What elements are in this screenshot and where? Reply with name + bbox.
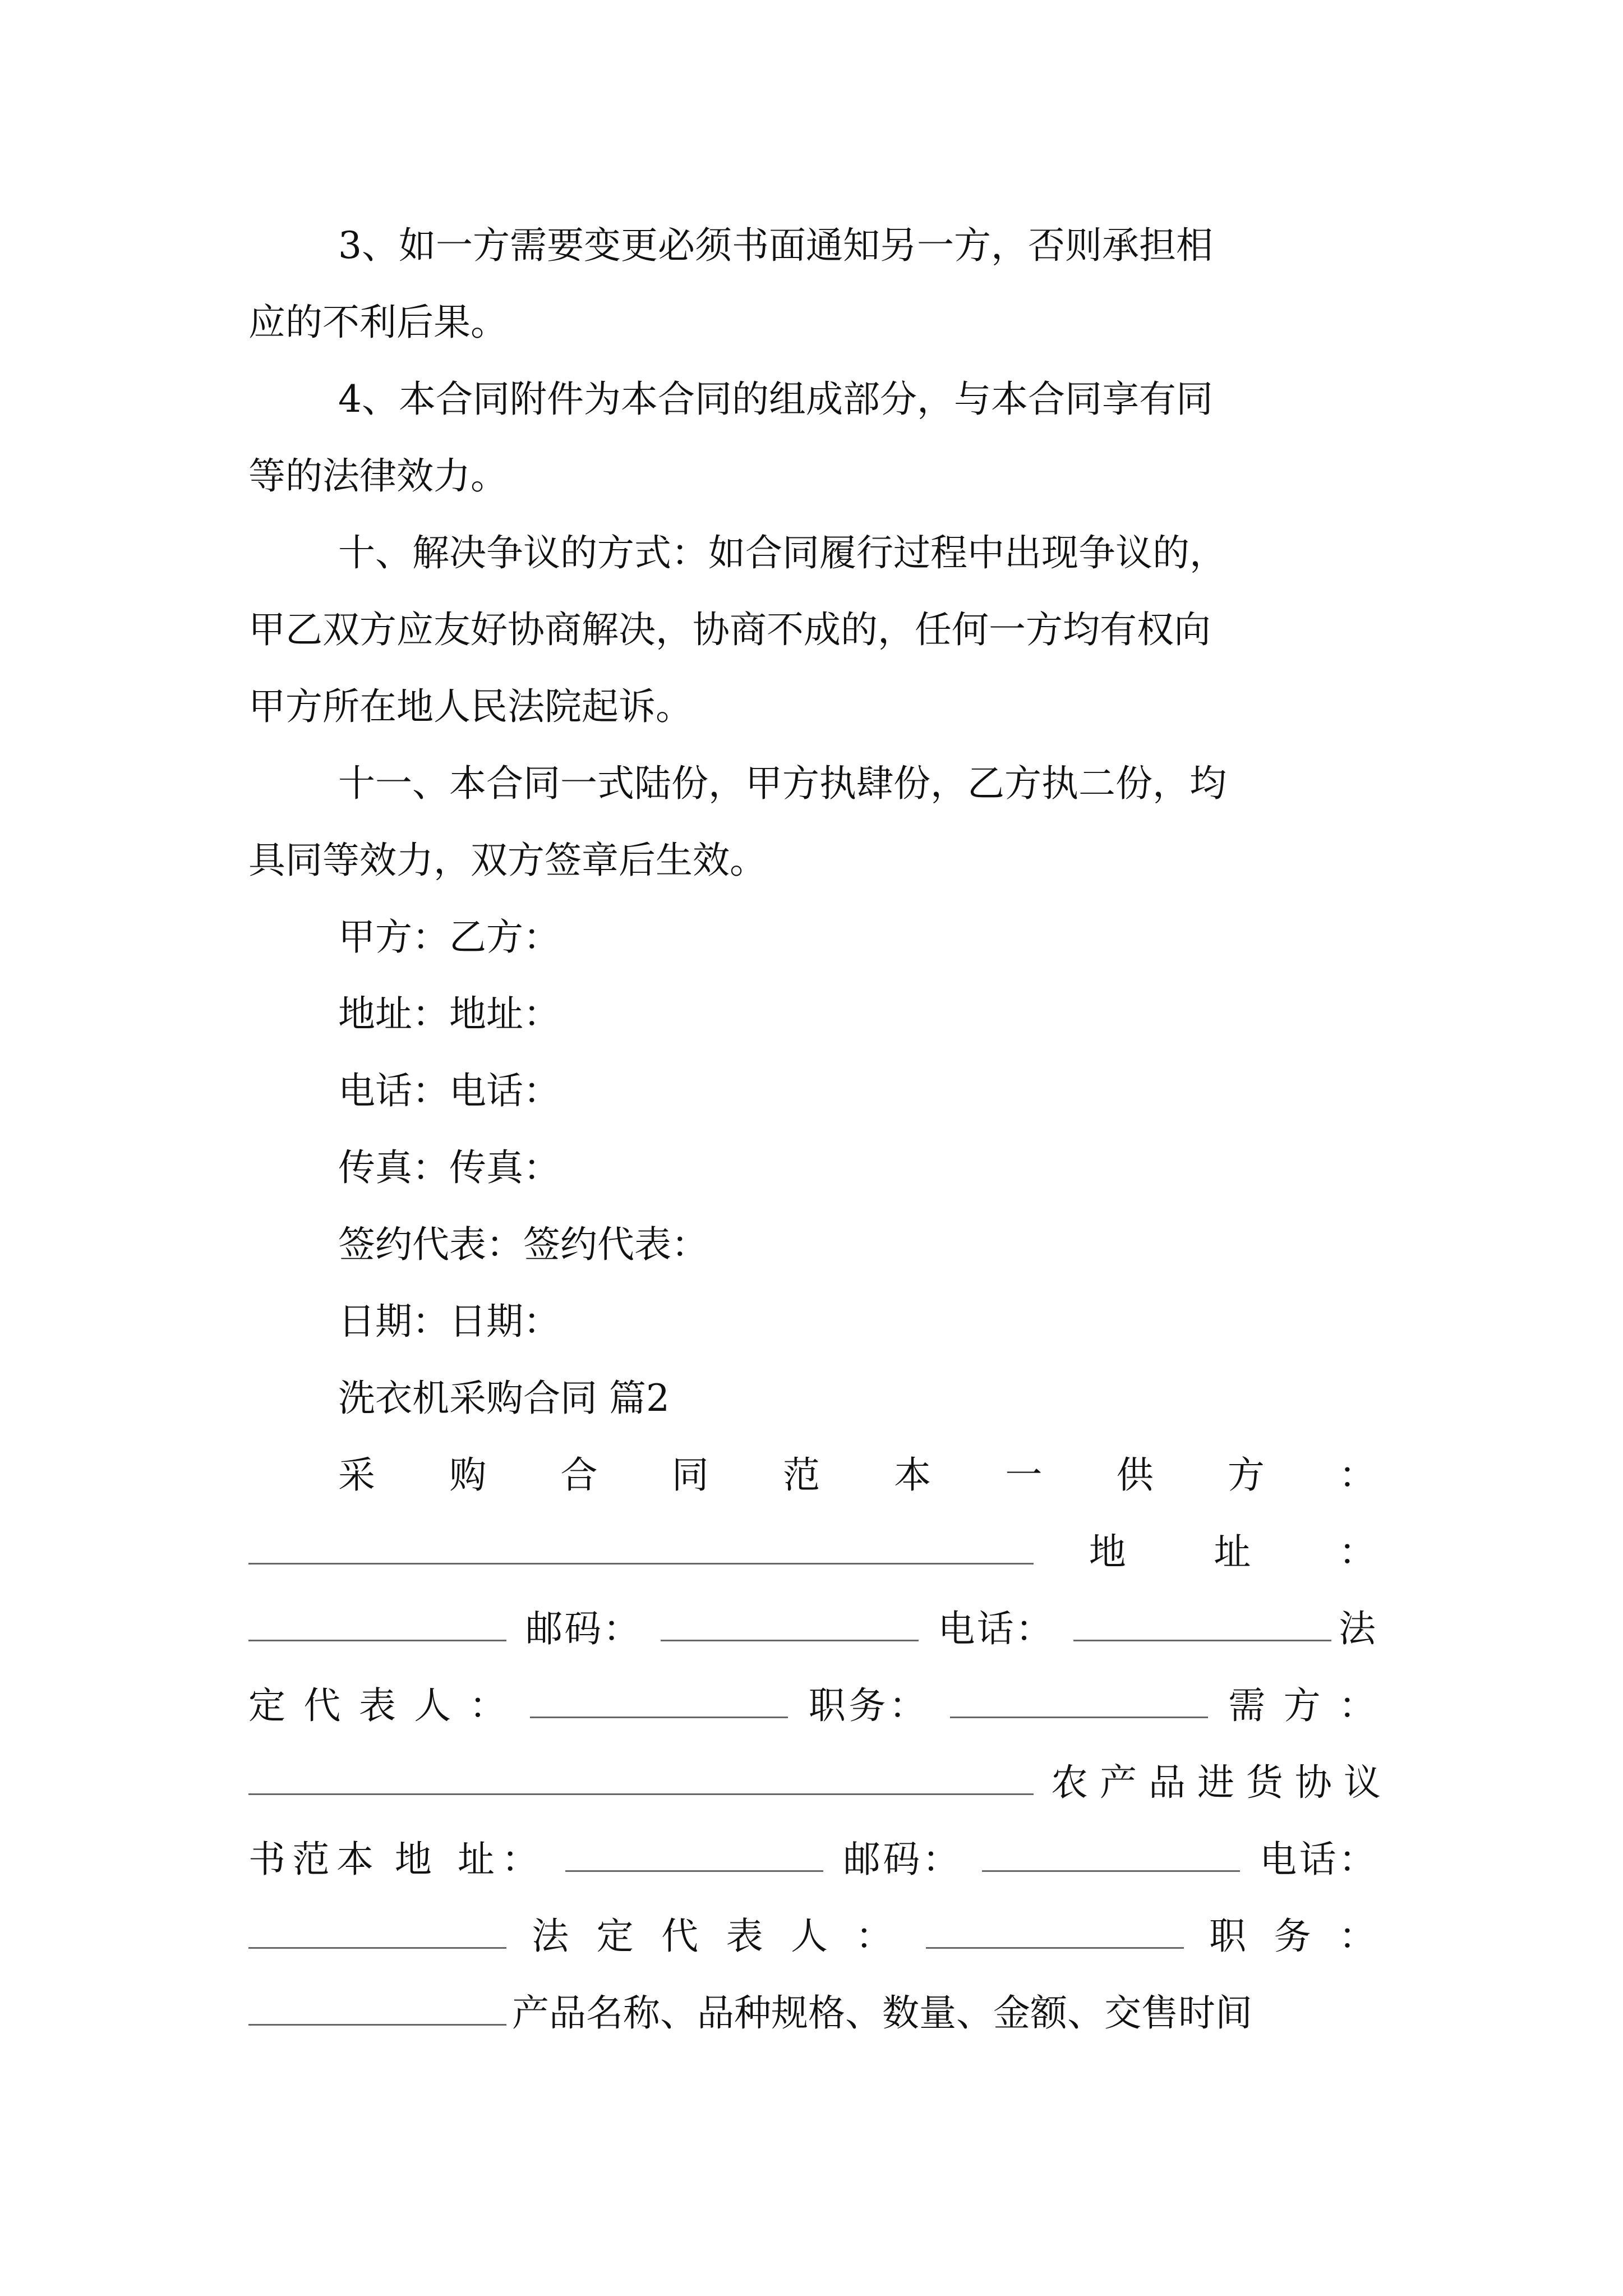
- address-label-char: 地: [1089, 1530, 1164, 1573]
- postcode-label-2: 邮码：: [843, 1838, 962, 1881]
- legal-rep-blank: [530, 1682, 788, 1718]
- position-label: 职务：: [808, 1684, 929, 1727]
- address-blank: [248, 1605, 506, 1641]
- phone-label-2: 电话：: [1260, 1838, 1376, 1881]
- note-char: 产: [1099, 1761, 1137, 1804]
- phone-label: 电话：: [938, 1607, 1054, 1650]
- contract-title-line: [338, 1444, 1376, 1506]
- paragraph-3-line-1: 3、如一方需要变更必须书面通知另一方，否则承担相: [338, 224, 1213, 267]
- paragraph-10-line-1: 十、解决争议的方式：如合同履行过程中出现争议的，: [338, 531, 1227, 574]
- phone-blank-2: [248, 1912, 506, 1949]
- legal-rep-char: 人: [414, 1684, 454, 1727]
- legal-rep2-char: 法: [532, 1915, 577, 1958]
- paragraph-11-line-2: 具同等效力，双方签章后生效。: [248, 839, 767, 882]
- signature-address: 地址：地址：: [338, 992, 560, 1036]
- product-terms: 产品名称、品种规格、数量、金额、交售时间: [512, 1991, 1252, 2035]
- position2-char: ：: [1339, 1915, 1376, 1958]
- demand-char: 需: [1228, 1684, 1269, 1727]
- legal-rep-char: 定: [248, 1684, 289, 1727]
- paragraph-3-line-2: 应的不利后果。: [248, 301, 508, 344]
- title-char: 采: [338, 1453, 407, 1497]
- note-char: 品: [1148, 1761, 1186, 1804]
- paragraph-4-line-2: 等的法律效力。: [248, 454, 508, 498]
- phone-blank: [1073, 1605, 1331, 1641]
- demand-char: 方: [1283, 1684, 1324, 1727]
- demand-char: ：: [1339, 1684, 1376, 1727]
- supplier-contact-line: [248, 1598, 1376, 1660]
- section-2-heading: 洗衣机采购合同 篇2: [338, 1377, 670, 1420]
- product-line: [248, 1982, 1376, 2044]
- title-char: 一: [1005, 1453, 1074, 1497]
- position2-char: 务: [1274, 1915, 1319, 1958]
- buyer-name-blank: [248, 1759, 1034, 1795]
- postcode-blank-2: [982, 1835, 1240, 1872]
- signature-representative: 签约代表：签约代表：: [338, 1223, 708, 1266]
- postcode-label: 邮码：: [525, 1607, 642, 1650]
- title-char: 合: [560, 1453, 629, 1497]
- title-char: 供: [1116, 1453, 1185, 1497]
- position-blank-2: [248, 1989, 506, 2026]
- supplier-rep-line: [248, 1675, 1376, 1737]
- postcode-blank: [661, 1605, 919, 1641]
- legal-rep2-char: 表: [726, 1915, 771, 1958]
- title-char: 购: [449, 1453, 518, 1497]
- note-char: 农: [1050, 1761, 1088, 1804]
- note-continuation: 书范本: [248, 1838, 381, 1881]
- note-char: 货: [1246, 1761, 1283, 1804]
- legal-rep-char: 代: [303, 1684, 344, 1727]
- title-char: ：: [1339, 1453, 1376, 1497]
- paragraph-10-line-2: 甲乙双方应友好协商解决，协商不成的，任何一方均有权向: [248, 608, 1211, 651]
- legal-rep2-char: 代: [661, 1915, 707, 1958]
- title-char: 方: [1227, 1453, 1296, 1497]
- signature-party: 甲方：乙方：: [338, 915, 560, 959]
- address-label-char: 址: [1214, 1530, 1289, 1573]
- note-char: 议: [1343, 1761, 1381, 1804]
- position-blank: [950, 1682, 1208, 1718]
- note-char: 进: [1197, 1761, 1234, 1804]
- buyer-rep-line: [248, 1906, 1376, 1967]
- legal-rep-char: 表: [358, 1684, 399, 1727]
- buyer-contact-line: [248, 1829, 1376, 1890]
- legal-rep-char: ：: [469, 1684, 510, 1727]
- legal-label-start: 法: [1336, 1607, 1376, 1650]
- supplier-address-line: [248, 1521, 1376, 1583]
- note-char: 协: [1294, 1761, 1332, 1804]
- paragraph-4-line-1: 4、本合同附件为本合同的组成部分，与本合同享有同: [338, 378, 1213, 421]
- position2-char: 职: [1209, 1915, 1255, 1958]
- title-char: 范: [782, 1453, 851, 1497]
- legal-rep2-char: 定: [596, 1915, 642, 1958]
- supplier-name-blank: [248, 1528, 1034, 1565]
- legal-rep2-char: 人: [791, 1915, 836, 1958]
- paragraph-10-line-3: 甲方所在地人民法院起诉。: [248, 685, 693, 728]
- title-char: 同: [671, 1453, 740, 1497]
- legal-rep-blank-2: [926, 1912, 1184, 1949]
- title-char: 本: [894, 1453, 962, 1497]
- signature-phone: 电话：电话：: [338, 1069, 560, 1112]
- address-label-2: 地 址：: [394, 1838, 546, 1881]
- address-label-char: ：: [1339, 1530, 1376, 1573]
- paragraph-11-line-1: 十一、本合同一式陆份，甲方执肆份，乙方执二份，均: [338, 762, 1227, 805]
- signature-fax: 传真：传真：: [338, 1146, 560, 1189]
- address-blank-2: [565, 1835, 823, 1872]
- legal-rep2-char: ：: [855, 1915, 901, 1958]
- signature-date: 日期：日期：: [338, 1300, 560, 1343]
- buyer-name-line: [248, 1752, 1381, 1814]
